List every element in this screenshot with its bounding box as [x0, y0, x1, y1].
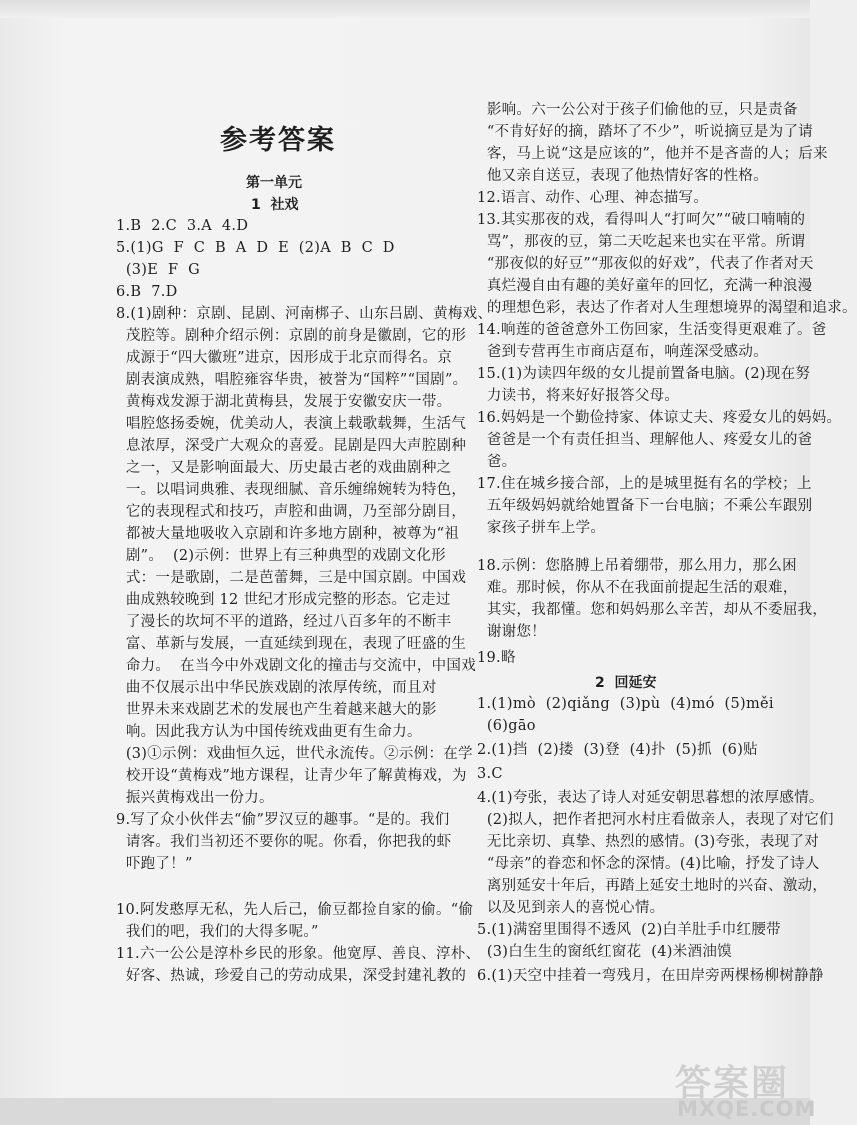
answer-line: 9.写了众小伙伴去“偷”罗汉豆的趣事。“是的。我们: [116, 812, 450, 828]
answer-line: 爸到专营再生市商店趸布，响莲深受感动。: [477, 344, 769, 360]
answer-line: (3)白生生的窗纸红窗花 (4)米酒油馍: [477, 944, 732, 960]
answer-line: 好客、热诚，珍爱自己的劳动成果，深受封建礼教的: [116, 968, 467, 984]
answer-line: 他又亲自送豆，表现了他热情好客的性格。: [477, 168, 769, 184]
answer-line: (3)①示例：戏曲恒久远，世代永流传。②示例：在学: [116, 746, 473, 762]
answer-line: 式：一是歌剧，二是芭蕾舞，三是中国京剧。中国戏: [116, 570, 467, 586]
answer-line: 曲不仅展示出中华民族戏剧的浓厚传统，而且对: [116, 680, 437, 696]
answer-line: 都被大量地吸收入京剧和许多地方剧种，被尊为“祖: [116, 526, 460, 542]
answer-line: (2)拟人，把作者把河水村庄看做亲人，表现了对它们: [477, 812, 834, 828]
answer-line: 真烂漫自由有趣的美好童年的回忆，充满一种浪漫: [477, 278, 813, 294]
answer-line: 17.住在城乡接合部，上的是城里挺有名的学校；上: [477, 476, 812, 492]
answer-line: “不肯好好的摘，踏坏了不少”，听说摘豆是为了请: [477, 124, 814, 140]
answer-line: 茂腔等。剧种介绍示例：京剧的前身是徽剧，它的形: [116, 328, 467, 344]
answer-line: 18.示例：您胳膊上吊着绷带，那么用力，那么困: [477, 558, 797, 574]
answer-line: 16.妈妈是一个勤俭持家、体谅丈夫、疼爱女儿的妈妈。: [477, 410, 842, 426]
answer-line: 五年级妈妈就给她置备下一台电脑；不乘公车跟别: [477, 498, 813, 514]
lesson-1-title: 1 社戏: [251, 197, 299, 213]
answer-line: 以及见到亲人的喜悦心情。: [477, 900, 665, 916]
answer-line: 它的表现程式和技巧，声腔和曲调，乃至部分剧目，: [116, 504, 467, 520]
answer-line: 爸爸是一个有责任担当、理解他人、疼爱女儿的爸: [477, 432, 813, 448]
answer-line: 富、革新与发展，一直延续到现在，表现了旺盛的生: [116, 636, 467, 652]
answer-line: 世界未来戏剧艺术的发展也产生着越来越大的影: [116, 702, 437, 718]
answer-line: 之一，又是影响面最大、历史最古老的戏曲剧种之: [116, 460, 452, 476]
answer-line: 振兴黄梅戏出一份力。: [116, 790, 274, 806]
answer-line: 请客。我们当初还不要你的呢。你看，你把我的虾: [116, 834, 452, 850]
answer-line: 4.(1)夸张，表达了诗人对延安朝思暮想的浓厚感情。: [477, 790, 824, 806]
answer-line: (3)E F G: [116, 262, 201, 278]
answer-line: 了漫长的坎坷不平的道路，经过八百多年的不断丰: [116, 614, 452, 630]
answer-line: 命力。 在当今中外戏剧文化的撞击与交流中，中国戏: [116, 658, 477, 674]
answer-line: 家孩子拼车上学。: [477, 520, 606, 536]
answer-line: (6)gāo: [477, 718, 536, 734]
answer-line: 13.其实那夜的戏，看得叫人“打呵欠”“破口喃喃的: [477, 212, 806, 228]
answer-line: 其实，我都懂。您和妈妈那么辛苦，却从不委屈我，: [477, 602, 828, 618]
answer-line: 离别延安十年后，再踏上延安土地时的兴奋、激动，: [477, 878, 828, 894]
answer-line: 19.略: [477, 650, 516, 666]
watermark-url-text: MXQE.COM: [677, 1097, 817, 1121]
answer-line: 1.(1)mò (2)qiǎng (3)pù (4)mó (5)měi: [477, 696, 774, 712]
answer-line: 影响。六一公公对于孩子们偷他的豆，只是责备: [477, 102, 798, 118]
answer-line: 黄梅戏发源于湖北黄梅县，发展于安徽安庆一带。: [116, 394, 452, 410]
answer-line: “母亲”的眷恋和怀念的深情。(4)比喻，抒发了诗人: [477, 856, 820, 872]
answer-line: 一。以唱词典雅、表现细腻、音乐缠绵婉转为特色，: [116, 482, 467, 498]
answer-line: 成源于“四大徽班”进京，因形成于北京而得名。京: [116, 350, 453, 366]
answer-line: 5.(1)G F C B A D E (2)A B C D: [116, 240, 395, 256]
answer-line: 响。因此我方认为中国传统戏曲更有生命力。: [116, 724, 422, 740]
answer-line: 吓跑了！”: [116, 856, 193, 872]
watermark-logo-text: 答案圈: [675, 1063, 790, 1104]
answer-line: 12.语言、动作、心理、神态描写。: [477, 190, 709, 206]
answer-line: 曲成熟较晚到 12 世纪才形成完整的形态。它走过: [116, 592, 451, 608]
answer-line: 谢谢您！: [477, 624, 547, 640]
answer-line: 的理想色彩，表达了作者对人生理想境界的渴望和追求。: [477, 300, 857, 316]
answer-line: 5.(1)满窑里围得不透风 (2)白羊肚手巾红腰带: [477, 922, 781, 938]
answer-line: 息浓厚，深受广大观众的喜爱。昆剧是四大声腔剧种: [116, 438, 467, 454]
answer-line: 2.(1)挡 (2)搂 (3)登 (4)扑 (5)抓 (6)贴: [477, 742, 758, 758]
scan-top-shadow: [0, 0, 810, 18]
answer-line: “那夜似的好豆”“那夜似的好戏”，代表了作者对天: [477, 256, 814, 272]
answer-line: 6.(1)天空中挂着一弯残月，在田岸旁两棵杨柳树静静: [477, 968, 824, 984]
answer-line: 15.(1)为读四年级的女儿提前置备电脑。(2)现在努: [477, 366, 811, 382]
answer-line: 10.阿发憨厚无私，先人后己，偷豆都捡自家的偷。“偷: [116, 902, 474, 918]
answer-line: 难。那时候，你从不在我面前提起生活的艰难，: [477, 580, 798, 596]
answer-line: 1.B 2.C 3.A 4.D: [116, 218, 249, 234]
answer-line: 力读书，将来好好报答父母。: [477, 388, 680, 404]
answer-line: 剧”。 (2)示例：世界上有三种典型的戏剧文化形: [116, 548, 446, 564]
answer-line: 3.C: [477, 766, 503, 782]
answer-line: 我们的吧，我们的大得多呢。”: [116, 924, 319, 940]
answer-line: 客，马上说“这是应该的”，他并不是吝啬的人；后来: [477, 146, 828, 162]
answer-line: 剧表演成熟，唱腔雍容华贵，被誉为“国粹”“国剧”。: [116, 372, 468, 388]
answer-line: 校开设“黄梅戏”地方课程，让青少年了解黄梅戏，为: [116, 768, 467, 784]
answer-line: 14.响莲的爸爸意外工伤回家，生活变得更艰难了。爸: [477, 322, 827, 338]
answer-line: 无比亲切、真挚、热烈的感情。(3)夸张，表现了对: [477, 834, 820, 850]
answer-line: 6.B 7.D: [116, 284, 178, 300]
answer-line: 唱腔悠扬委婉，优美动人，表演上载歌载舞，生活气: [116, 416, 467, 432]
site-watermark: [675, 1055, 817, 1121]
lesson-2-title: 2 回延安: [595, 675, 657, 691]
unit-title: 第一单元: [246, 175, 302, 191]
answer-line: 爸。: [477, 454, 517, 470]
answer-line: 骂”，那夜的豆，第二天吃起来也实在平常。所谓: [477, 234, 806, 250]
page-title: 参考答案: [220, 125, 336, 156]
answer-line: 11.六一公公是淳朴乡民的形象。他宽厚、善良、淳朴、: [116, 946, 481, 962]
answer-line: 8.(1)剧种：京剧、昆剧、河南梆子、山东吕剧、黄梅戏、: [116, 306, 493, 322]
